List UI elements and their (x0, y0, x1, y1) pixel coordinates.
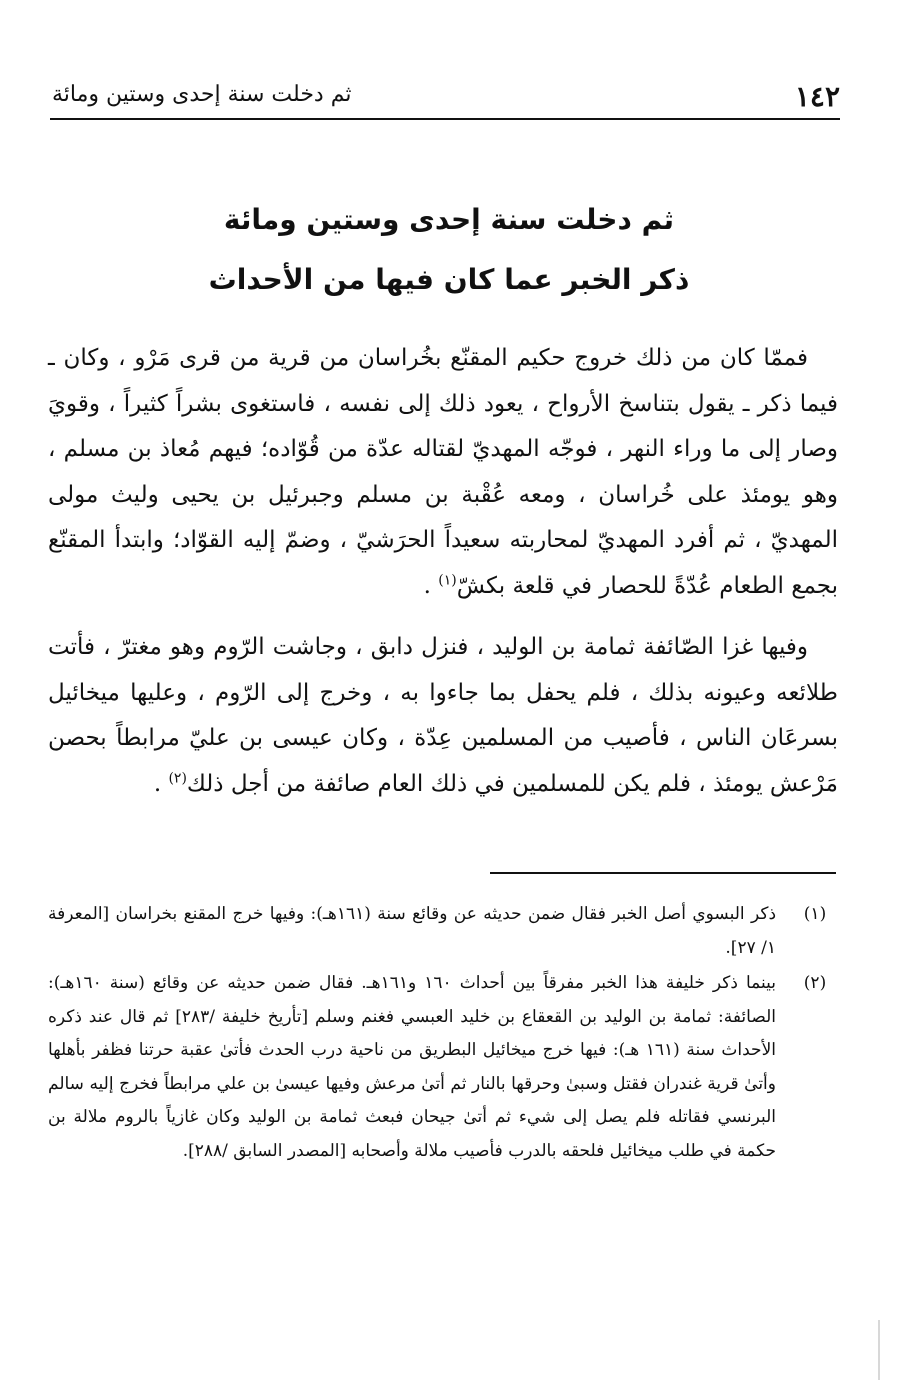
footnotes (48, 898, 838, 1170)
chapter-title: ثم دخلت سنة إحدى وستين ومائة (223, 203, 675, 236)
footnote-1 (48, 898, 838, 965)
paragraph-2 (48, 625, 838, 807)
header-rule (50, 118, 840, 120)
footnote-2 (48, 967, 838, 1168)
running-header (50, 72, 840, 120)
paragraph-1 (48, 336, 838, 609)
footnote-text: ذكر البسوي أصل الخبر فقال ضمن حديثه عن وقائع سنة (١٦١هـ): وفيها خرج المقنع بخراسان [المعرفة ١/ ٢٧]. (48, 904, 777, 958)
paragraph-2-tail: . (153, 770, 169, 797)
chapter-headings (60, 190, 838, 310)
scan-edge-mark (878, 1320, 880, 1380)
footnote-text: بينما ذكر خليفة هذا الخبر مفرقاً بين أحداث ١٦٠ و١٦١هـ. فقال ضمن حديثه عن وقائع (سنة ١٦٠هـ): الصائفة: ثمامة بن الوليد بن القعقاع بن خليد العبسي فغنم وسلم [تأريخ خليفة /٢٨٣] ثم قال عند ذكره الأحداث سنة (١٦١ هـ): فيها خرج ميخائيل البطريق من ناحية درب الحدث فأتىٰ عقبة حرتنا فظفر بأهلها وأتىٰ قرية غندران فقتل وسبىٰ وحرقها بالنار ثم أتىٰ مرعش وفيها عيسىٰ بن علي مرابطاً فخرج إليه سالم البرنسي فقاتله فلم يصل إلى شيء ثم أتىٰ جيحان فبعث ثمامة بن الوليد وكان غازياً بالروم ملالة بن حكمة في طلب ميخائيل فلحقه بالدرب فأصيب ملالة وأصحابه [المصدر السابق /٢٨٨]. (48, 973, 776, 1161)
running-header-title: ثم دخلت سنة إحدى وستين ومائة (52, 82, 352, 107)
section-title: ذكر الخبر عما كان فيها من الأحداث (208, 263, 690, 296)
footnote-number: (٢) (803, 973, 827, 993)
paragraph-1-text: فممّا كان من ذلك خروج حكيم المقنّع بخُراسان من قرية من قرى مَرْو ، وكان ـ فيما ذكر ـ يقول بتناسخ الأرواح ، يعود ذلك إلى نفسه ، فاستغوى بشراً كثيراً ، وقويَ وصار إلى ما وراء النهر ، فوجّه المهديّ لقتاله عدّة من قُوّاده؛ فيهم مُعاذ بن مسلم ، وهو يومئذ على خُراسان ، ومعه عُقْبة بن مسلم وجبرئيل بن يحيى وليث مولى المهديّ ، ثم أفرد المهديّ لمحاربته سعيداً الحرَشيّ ، وضمّ إليه القوّاد؛ وابتدأ المقنّع بجمع الطعام عُدّةً للحصار في قلعة بكشّ (48, 345, 838, 599)
footnote-ref-2: (٢) (168, 769, 187, 786)
footnote-separator (490, 872, 836, 874)
paragraph-1-tail: . (423, 572, 439, 599)
page-number: ١٤٢ (794, 80, 840, 113)
paragraph-2-text: وفيها غزا الصّائفة ثمامة بن الوليد ، فنزل دابق ، وجاشت الرّوم وهو مغترّ ، فأتت طلائعه وعيونه بذلك ، فلم يحفل بما جاءوا به ، وخرج إلى الرّوم ، وعليها ميخائيل بسرعَان الناس ، فأصيب من المسلمين عِدّة ، وكان عيسى بن عليّ مرابطاً بحصن مَرْعش يومئذ ، فلم يكن للمسلمين في ذلك العام صائفة من أجل ذلك (48, 634, 838, 797)
footnote-number: (١) (803, 904, 827, 924)
footnote-ref-1: (١) (438, 571, 457, 588)
main-text (48, 336, 838, 823)
